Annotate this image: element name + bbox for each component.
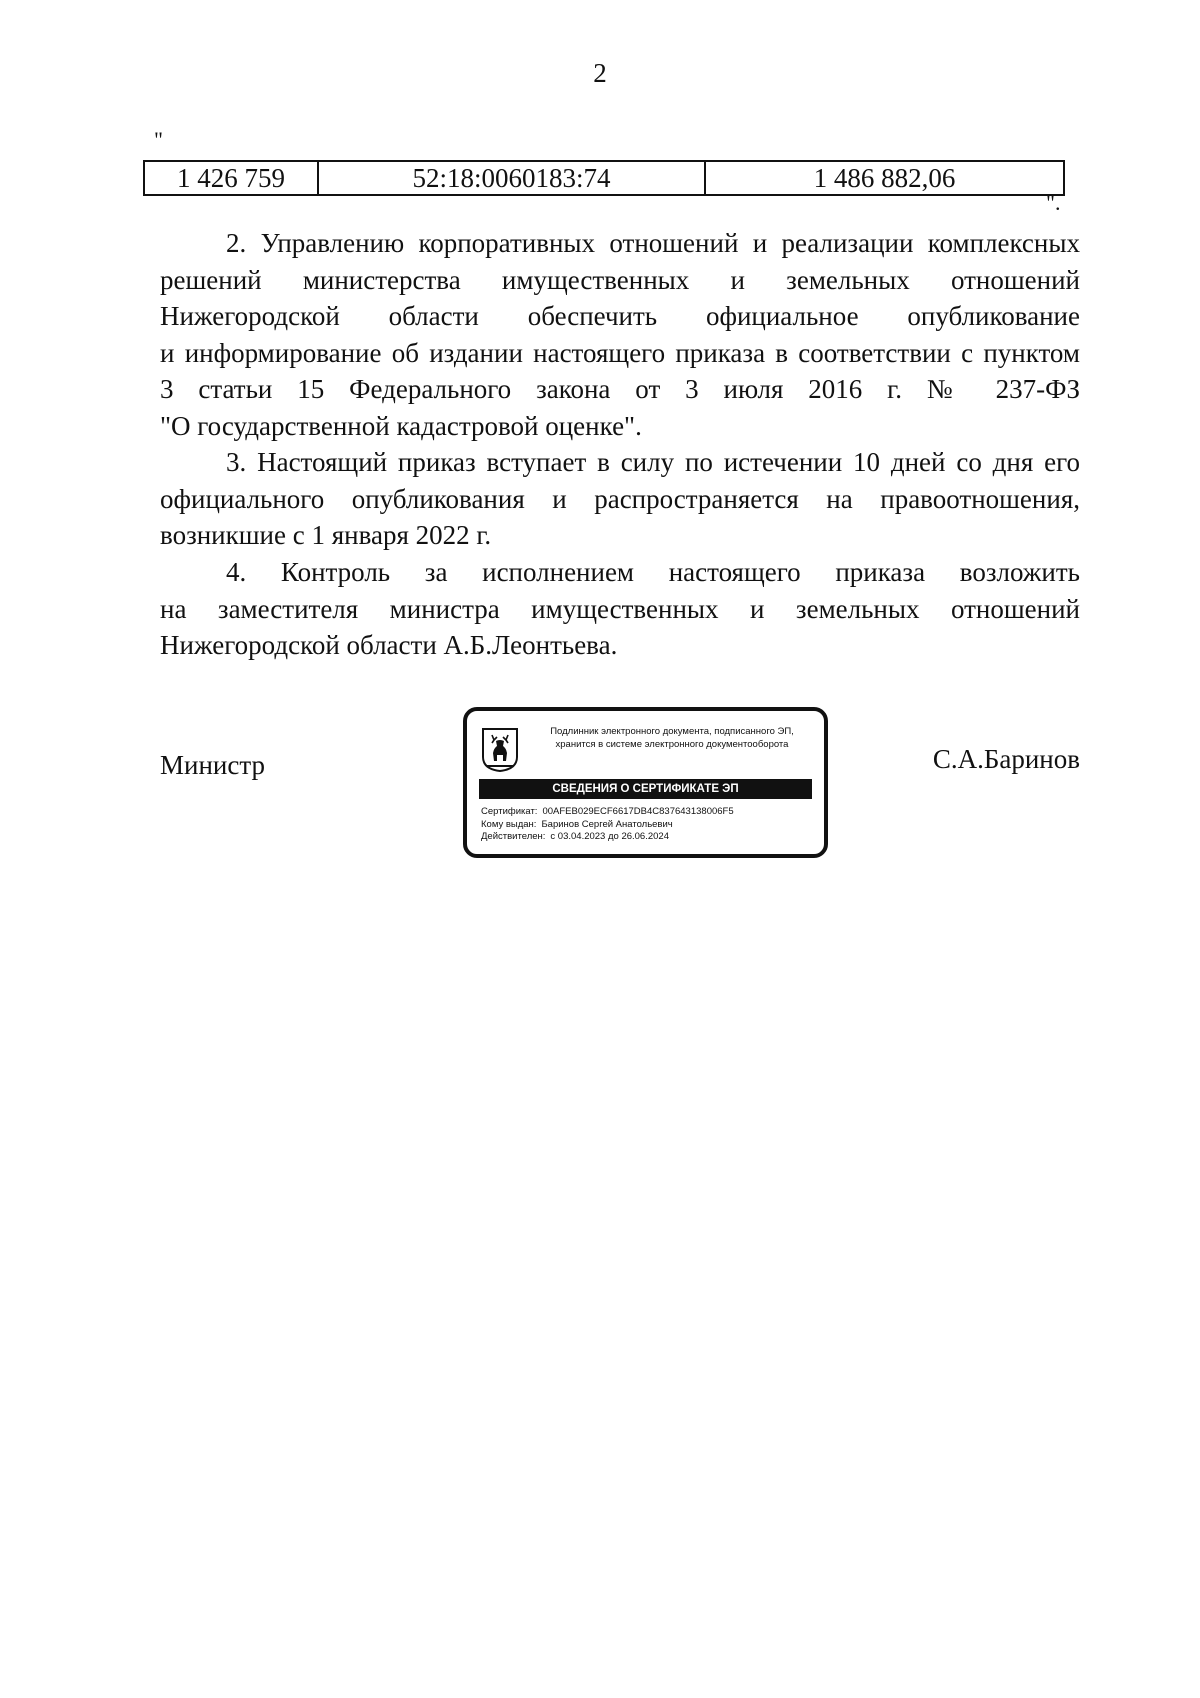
paragraph-2-line-6: "О государственной кадастровой оценке". bbox=[160, 410, 642, 441]
table-closing-quote: ". bbox=[1046, 190, 1061, 215]
paragraph-3-line-3: возникшие с 1 января 2022 г. bbox=[160, 520, 492, 550]
validity-label: Действителен: bbox=[481, 831, 546, 842]
paragraph-3 bbox=[160, 444, 1080, 554]
table-opening-quote: " bbox=[154, 127, 163, 152]
paragraph-3-line-2: официального опубликования и распространяется на правоотношения, bbox=[160, 483, 1080, 514]
certificate-label: Сертификат: bbox=[481, 806, 538, 817]
paragraph-2-line-1: 2. Управлению корпоративных отношений и реализации комплексных bbox=[226, 228, 1080, 258]
table-cell-cadastral-number: 52:18:0060183:74 bbox=[318, 161, 705, 195]
paragraph-3-line-1: 3. Настоящий приказ вступает в силу по истечении 10 дней со дня его bbox=[226, 447, 1080, 477]
paragraph-4 bbox=[160, 554, 1080, 664]
cadastral-value-table bbox=[143, 160, 1065, 196]
certificate-row bbox=[481, 806, 734, 819]
paragraph-2 bbox=[160, 225, 1080, 444]
stamp-header bbox=[527, 725, 817, 751]
electronic-signature-stamp bbox=[463, 707, 828, 858]
paragraph-2-line-2: решений министерства имущественных и земельных отношений bbox=[160, 264, 1080, 295]
table-row bbox=[144, 161, 1064, 195]
validity-value: с 03.04.2023 до 26.06.2024 bbox=[550, 831, 669, 842]
issued-to-label: Кому выдан: bbox=[481, 818, 537, 830]
issued-to-value: Баринов Сергей Анатольевич bbox=[541, 818, 673, 830]
stamp-header-line-1: Подлинник электронного документа, подписанного ЭП, bbox=[550, 726, 794, 737]
signatory-position: Министр bbox=[160, 750, 265, 780]
validity-row bbox=[481, 831, 734, 844]
signer-name: С.А.Баринов bbox=[932, 744, 1080, 774]
stamp-banner: СВЕДЕНИЯ О СЕРТИФИКАТЕ ЭП bbox=[479, 779, 812, 799]
table-cell-number: 1 426 759 bbox=[144, 161, 318, 195]
issued-to-row bbox=[481, 819, 734, 832]
paragraph-4-line-2: на заместителя министра имущественных и земельных отношений bbox=[160, 593, 1080, 624]
paragraph-2-line-3: Нижегородской области обеспечить официальное опубликование bbox=[160, 301, 1080, 331]
page-number: 2 bbox=[593, 58, 607, 88]
stamp-details bbox=[481, 806, 734, 844]
certificate-value: 00AFEB029ECF6617DB4C837643138006F5 bbox=[542, 806, 734, 817]
deer-emblem-icon bbox=[481, 727, 519, 773]
paragraph-4-line-1: 4. Контроль за исполнением настоящего приказа возложить bbox=[226, 557, 1080, 587]
paragraph-2-line-5: 3 статьи 15 Федерального закона от 3 июля 2016 г. № 237-ФЗ bbox=[160, 374, 1080, 404]
paragraph-2-line-4: и информирование об издании настоящего приказа в соответствии с пунктом bbox=[160, 337, 1080, 368]
paragraph-4-line-3: Нижегородской области А.Б.Леонтьева. bbox=[160, 630, 618, 660]
table-cell-cadastral-value: 1 486 882,06 bbox=[705, 161, 1064, 195]
stamp-header-line-2: хранится в системе электронного документооборота bbox=[555, 739, 789, 750]
